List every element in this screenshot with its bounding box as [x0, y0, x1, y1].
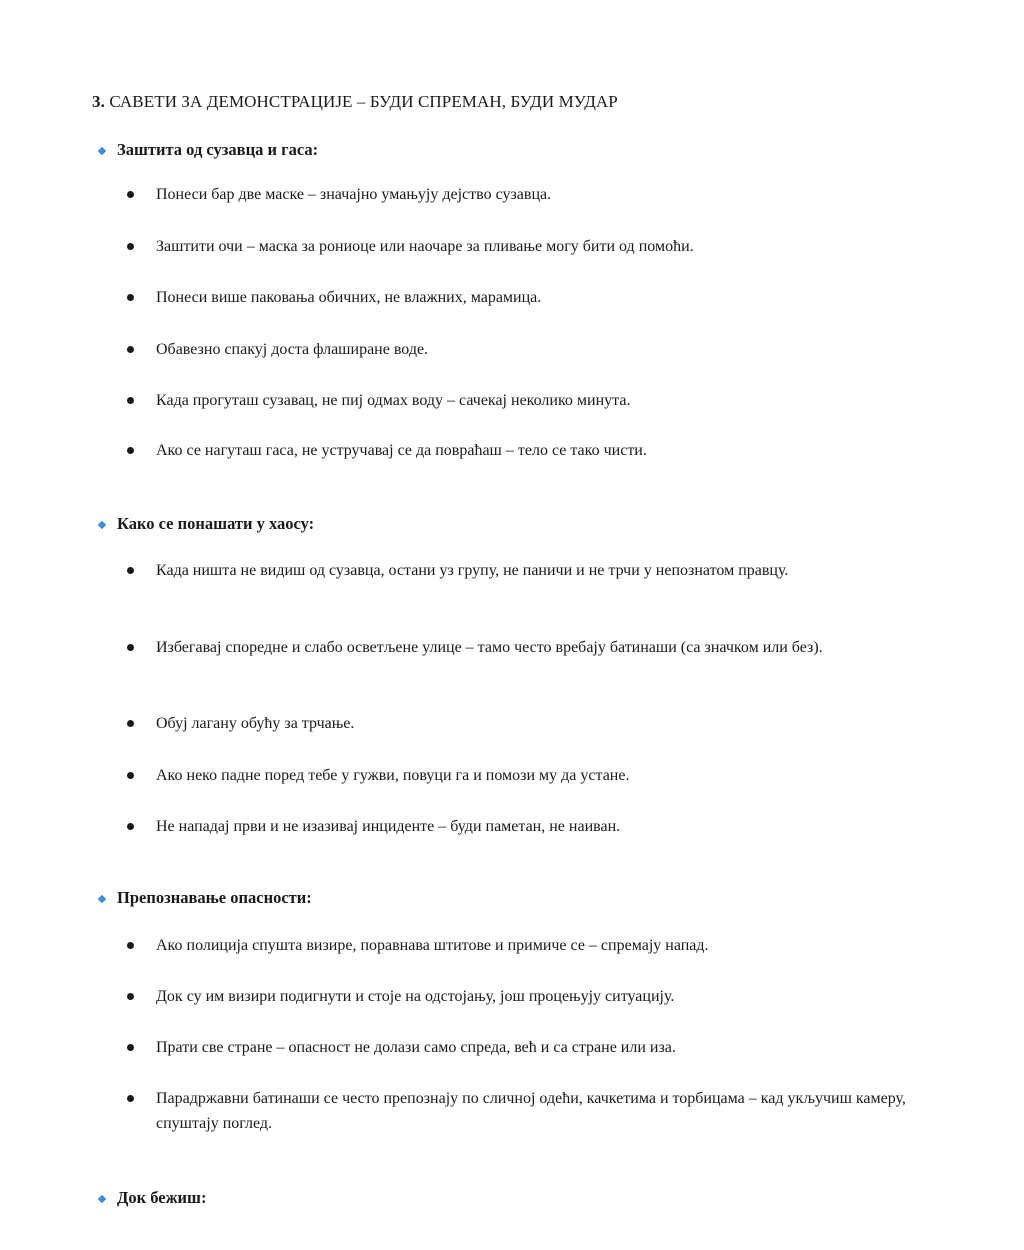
section-title: Заштита од сузавца и гаса:: [117, 140, 319, 159]
list-item: [127, 1035, 917, 1060]
section-title: Како се понашати у хаосу:: [117, 514, 315, 533]
section-header: [99, 1188, 207, 1208]
bullet-dot-icon: [127, 823, 134, 830]
list-item: [127, 984, 917, 1009]
list-item-text: Парадржавни батинаши се често препознају по сличној одећи, качкетима и торбицама – кад укључиш камеру, спуштају поглед.: [156, 1090, 906, 1132]
bullet-dot-icon: [127, 772, 134, 779]
list-item: [127, 814, 917, 839]
list-item: [127, 182, 917, 207]
bullet-dot-icon: [127, 644, 134, 651]
list-item-text: Заштити очи – маска за рониоце или наочаре за пливање могу бити од помоћи.: [156, 238, 694, 255]
title-text: САВЕТИ ЗА ДЕМОНСТРАЦИЈЕ – БУДИ СПРЕМАН, БУДИ МУДАР: [109, 92, 618, 111]
section-header: [99, 140, 318, 160]
list-item: [127, 234, 917, 259]
list-item: [127, 1086, 917, 1136]
list-item-text: Понеси бар две маске – значајно умањују дејство сузавца.: [156, 186, 552, 203]
section-title: Док бежиш:: [117, 1188, 207, 1207]
list-item: [127, 388, 917, 413]
bullet-dot-icon: [127, 1044, 134, 1051]
list-item: [127, 558, 917, 583]
list-item-text: Не нападај први и не изазивај инциденте – буди паметан, не наиван.: [156, 818, 621, 835]
bullet-dot-icon: [127, 993, 134, 1000]
diamond-icon: [98, 894, 106, 902]
list-item: [127, 337, 917, 362]
page-title: [92, 92, 618, 112]
list-item-text: Избегавај споредне и слабо осветљене улице – тамо често вребају батинаши (са значком или без).: [156, 639, 823, 656]
list-item: [127, 438, 917, 463]
bullet-dot-icon: [127, 1095, 134, 1102]
list-item: [127, 711, 917, 736]
bullet-dot-icon: [127, 397, 134, 404]
list-item: [127, 635, 917, 660]
section-header: [99, 514, 314, 534]
list-item-text: Ако неко падне поред тебе у гужви, повуци га и помози му да устане.: [156, 767, 630, 784]
list-item: [127, 933, 917, 958]
title-number: 3.: [92, 92, 105, 111]
list-item-text: Ако се нагуташ гаса, не устручавај се да повраћаш – тело се тако чисти.: [156, 442, 647, 459]
list-item-text: Када прогуташ сузавац, не пиј одмах воду – сачекај неколико минута.: [156, 392, 631, 409]
diamond-icon: [98, 1194, 106, 1202]
list-item-text: Обавезно спакуј доста флаширане воде.: [156, 341, 429, 358]
list-item-text: Ако полиција спушта визире, поравнава штитове и примиче се – спремају напад.: [156, 937, 709, 954]
list-item-text: Обуј лагану обућу за трчање.: [156, 715, 355, 732]
bullet-dot-icon: [127, 447, 134, 454]
bullet-dot-icon: [127, 191, 134, 198]
bullet-dot-icon: [127, 720, 134, 727]
bullet-dot-icon: [127, 346, 134, 353]
list-item-text: Понеси више паковања обичних, не влажних, марамица.: [156, 289, 542, 306]
bullet-dot-icon: [127, 243, 134, 250]
bullet-dot-icon: [127, 294, 134, 301]
list-item: [127, 763, 917, 788]
list-item-text: Када ништа не видиш од сузавца, остани уз групу, не паничи и не трчи у непознатом правцу.: [156, 562, 789, 579]
bullet-dot-icon: [127, 567, 134, 574]
section-title: Препознавање опасности:: [117, 888, 312, 907]
bullet-dot-icon: [127, 942, 134, 949]
section-header: [99, 888, 312, 908]
list-item-text: Док су им визири подигнути и стоје на одстојању, још процењују ситуацију.: [156, 988, 675, 1005]
diamond-icon: [98, 520, 106, 528]
list-item: [127, 285, 917, 310]
diamond-icon: [98, 146, 106, 154]
list-item-text: Прати све стране – опасност не долази само спреда, већ и са стране или иза.: [156, 1039, 676, 1056]
